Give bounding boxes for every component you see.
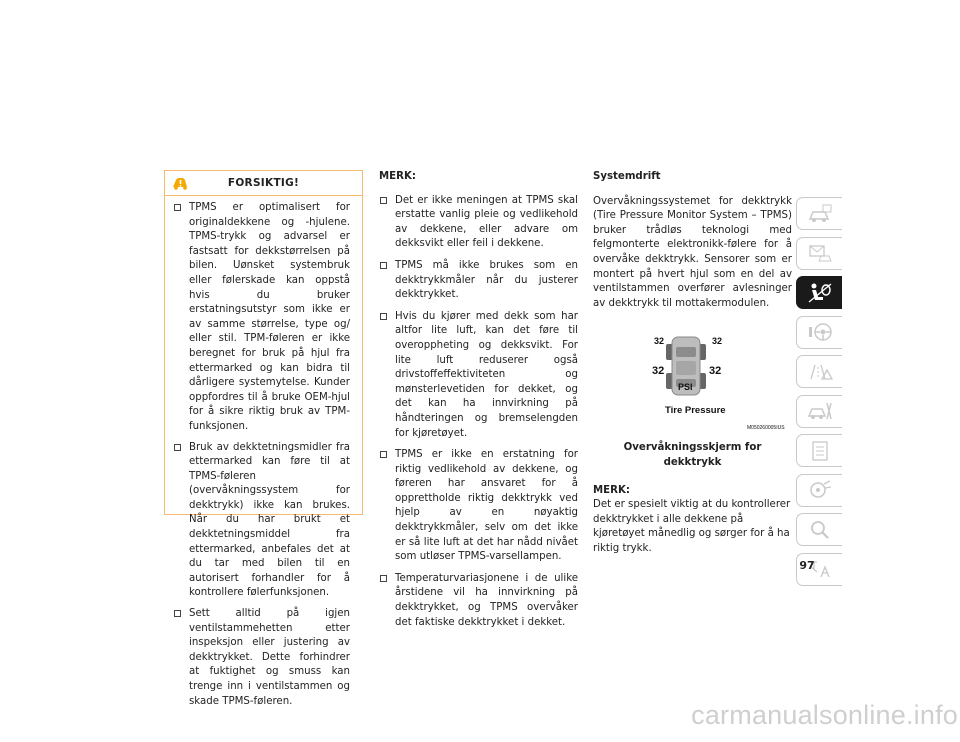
note-heading: MERK: xyxy=(379,171,416,182)
airbag-seat-icon xyxy=(807,282,833,304)
steering-wheel-icon xyxy=(807,321,833,343)
system-column xyxy=(593,170,792,557)
tab-search[interactable] xyxy=(796,513,842,546)
tab-checklist[interactable] xyxy=(796,434,842,467)
tpms-display-figure xyxy=(652,333,802,439)
tab-steering-wheel[interactable] xyxy=(796,316,842,349)
checklist-icon xyxy=(807,440,833,462)
figure-code: M050260005IUS xyxy=(747,425,785,432)
pressure-unit: PSI xyxy=(678,382,693,393)
figure-caption: Overvåkningsskjerm for dekktrykk xyxy=(623,442,762,468)
tab-road-warning[interactable] xyxy=(796,355,842,388)
note-column xyxy=(379,170,578,637)
road-warning-icon xyxy=(807,361,833,383)
list-item: Sett alltid på igjen ventilstammehetten etter inspeksjon eller justering av dekktrykket. Dette forhindrer at fuktighet og smuss kan trenge inn i ventilstammen og skade TPMS-føleren. xyxy=(173,607,350,709)
tab-airbag-seat[interactable] xyxy=(796,276,842,309)
caution-title: FORSIKTIG! xyxy=(227,177,300,189)
list-item: Temperaturvariasjonene i de ulike årstidene vil ha innvirkning på dekktrykket, og TPMS overvåker det faktiske dekktrykket i dekket. xyxy=(379,572,578,630)
list-item: Hvis du kjører med dekk som har altfor lite luft, kan det føre til overoppheting og dekksvikt. For lite luft reduserer også drivstoffeffektiviteten og mønsterlevetiden for dekket, og det kan ha innvirkning på håndteringen og bremselengden for kjøretøyet. xyxy=(379,310,578,441)
front-right-pressure: 32 xyxy=(712,336,723,347)
tab-service-tools[interactable] xyxy=(796,395,842,428)
list-item: Det er ikke meningen at TPMS skal erstatte vanlig pleie og vedlikehold av dekkene, eller advare om dekksvikt eller feil i dekkene. xyxy=(379,194,578,252)
note2-body: Det er spesielt viktig at du kontrollerer dekktrykket i alle dekkene på kjøretøyet månedlig og sørger for å ha riktig trykk. xyxy=(593,499,791,554)
caution-box xyxy=(164,170,363,707)
chapter-tabs xyxy=(796,197,842,592)
front-left-pressure: 32 xyxy=(654,336,665,347)
list-item: TPMS må ikke brukes som en dekktrykkmåler når du justerer dekktrykket. xyxy=(379,259,578,303)
list-item: TPMS er optimalisert for originaldekkene og -hjulene. TPMS-trykk og advarsel er fastsatt for dekkstørrelsen på bilen. Uønsket systembruk eller følerskade kan oppstå hvis du bruker erstatningsutstyr som ikke er av samme størrelse, type og/ eller stil. TPM-føleren er ikke beregnet for bruk på hjul fra ettermarked og kan bidra til dårligere systemytelse. Kunder oppfordres til å bruke OEM-hjul for å sikre riktig bruk av TPM-funksjonen. xyxy=(173,201,350,435)
list-item: Bruk av dekktetningsmidler fra ettermarked kan føre til at TPMS-føleren (overvåkningssystem for dekktrykk) ikke kan brukes. Når du har brukt et dekktetningsmiddel fra ettermarked, anbefales det at du tar med bilen til en autorisert forhandler for å kontrollere følerfunksjonen. xyxy=(173,441,350,602)
section-heading: Systemdrift xyxy=(593,171,661,182)
caution-body xyxy=(165,196,362,709)
section-body: Overvåkningssystemet for dekktrykk (Tire Pressure Monitor System – TPMS) bruker trådløs teknologi med felgmonterte elektronikk-følere for å overvåke dekktrykk. Sensorer som er montert på hvert hjul som en del av ventilstammen overfører avlesninger av dekktrykk til mottakermodulen. xyxy=(593,195,792,309)
caution-header xyxy=(165,171,362,196)
watermark: carmanualsonline.info xyxy=(691,700,958,730)
tab-car-info[interactable] xyxy=(796,197,842,230)
car-info-icon xyxy=(807,203,833,225)
service-tools-icon xyxy=(807,400,833,422)
tire-pressure-label: Tire Pressure xyxy=(665,405,726,417)
search-icon xyxy=(807,519,833,541)
mail-car-icon xyxy=(807,242,833,264)
rear-right-pressure: 32 xyxy=(709,365,722,378)
caution-car-icon xyxy=(171,174,189,190)
tab-multimedia[interactable] xyxy=(796,474,842,507)
caution-list xyxy=(173,201,350,709)
multimedia-icon xyxy=(807,479,833,501)
tab-mail-car[interactable] xyxy=(796,237,842,270)
page-number: 97 xyxy=(799,559,815,572)
rear-left-pressure: 32 xyxy=(652,365,665,378)
note2-heading: MERK: xyxy=(593,484,630,496)
list-item: TPMS er ikke en erstatning for riktig vedlikehold av dekkene, og føreren har ansvaret for å opprettholde riktig dekktrykk ved hjelp av en nøyaktig dekktrykkmåler, selv om det ikke er så lite luft at det har nådd nivået som utløser TPMS-varsellampen. xyxy=(379,448,578,565)
note-list xyxy=(379,194,578,631)
